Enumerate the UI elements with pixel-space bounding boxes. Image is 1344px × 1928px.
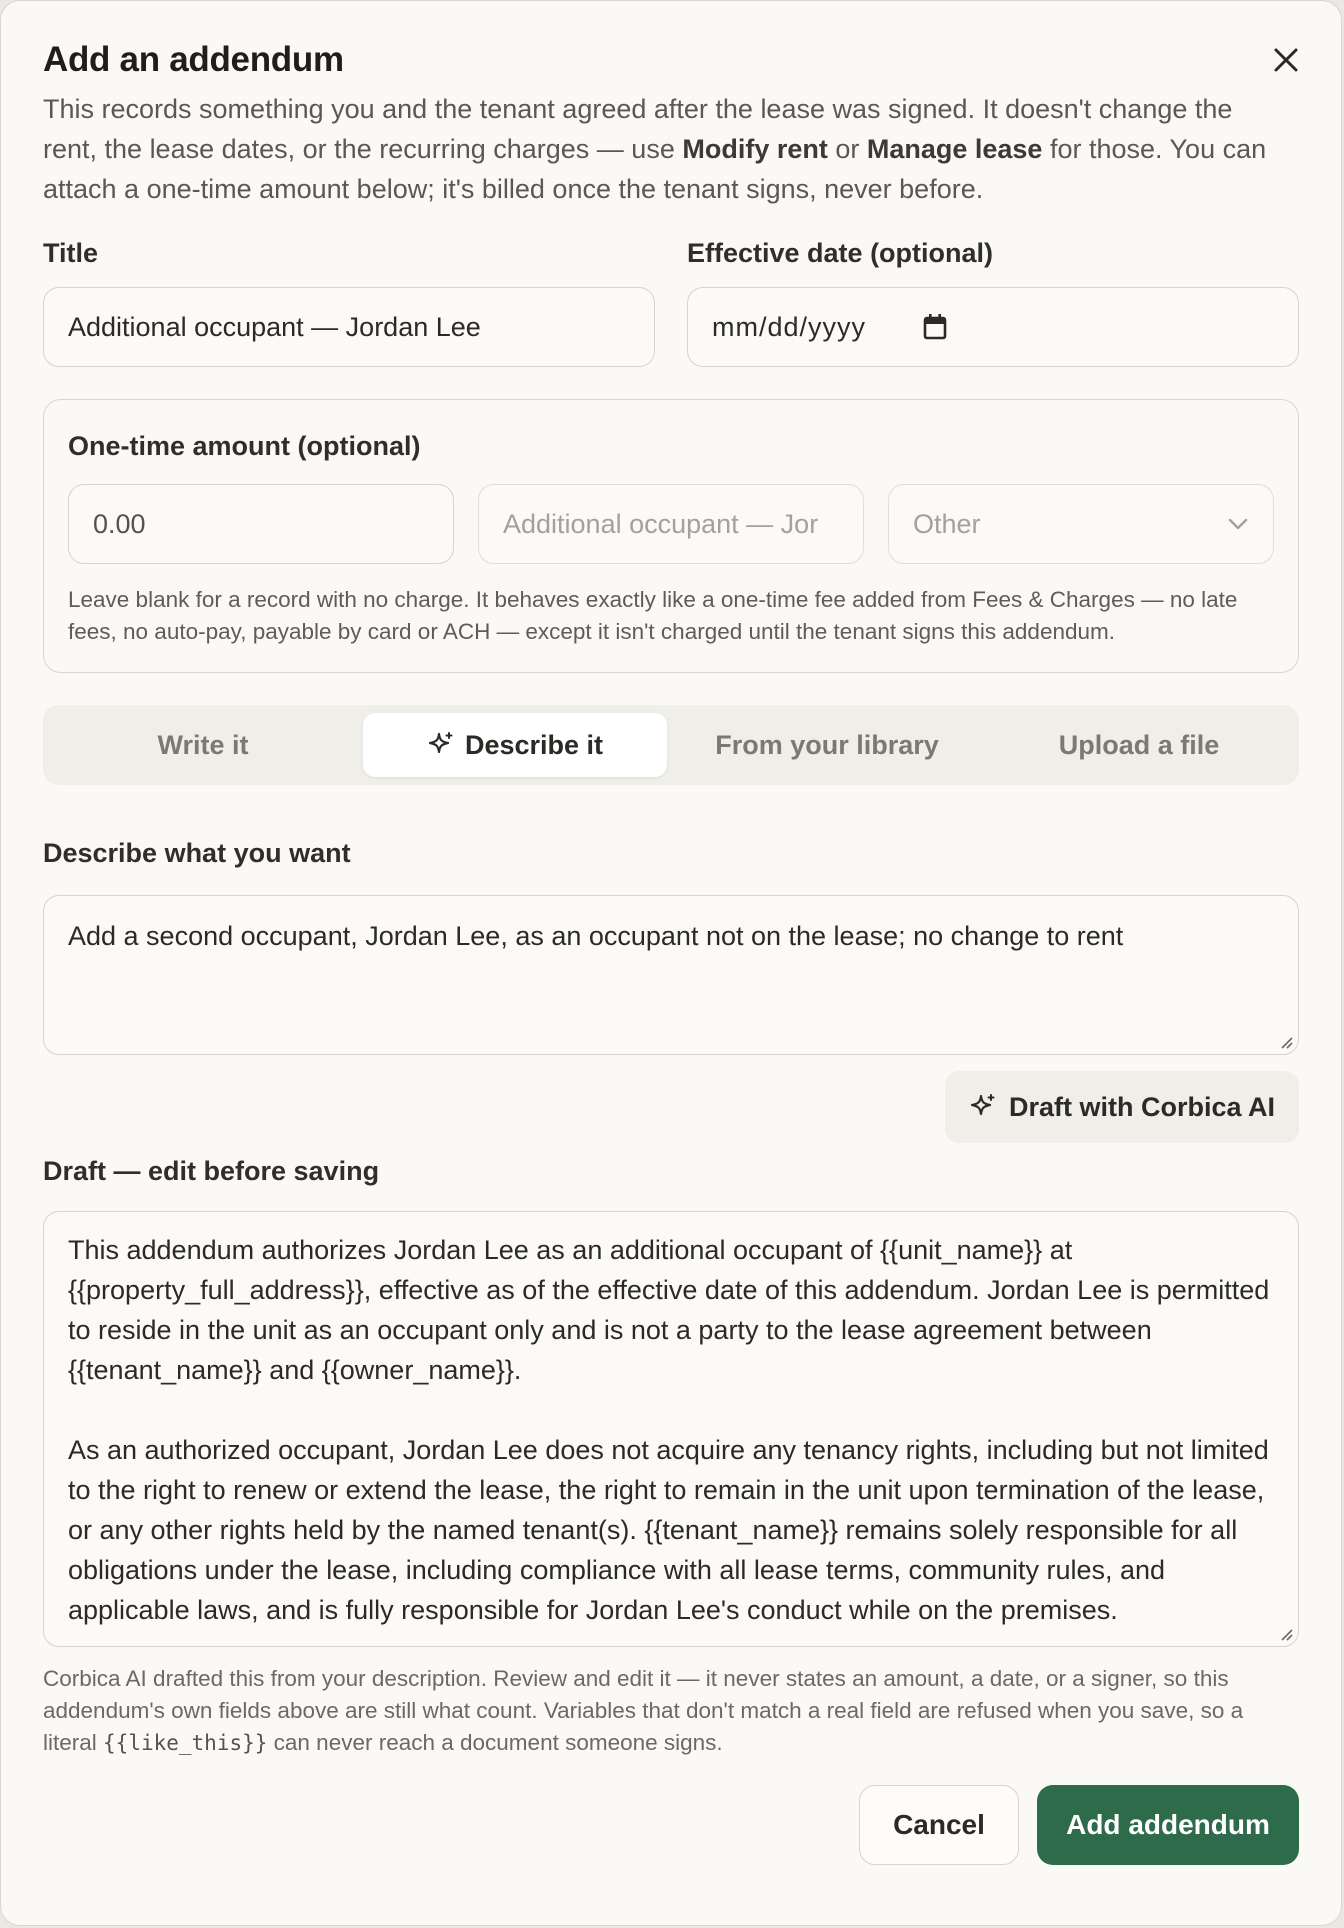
title-input-value: Additional occupant — Jordan Lee bbox=[68, 311, 481, 342]
describe-textarea[interactable] bbox=[43, 895, 1299, 1055]
disclaimer-text-1: Corbica AI drafted this from your description. Review and edit it — it never states an amount, a date, or a signer, so this addendum's own fields above are still what count. Variables that don't match a real field are refused when you save, so a literal bbox=[43, 1666, 1244, 1755]
category-value: Other bbox=[913, 508, 981, 539]
date-placeholder: mm/dd/yyyy bbox=[712, 311, 867, 342]
disclaimer-text-2: can never reach a document someone signs. bbox=[267, 1730, 723, 1755]
amount-help-text: Leave blank for a record with no charge. It behaves exactly like a one-time fee added from Fees & Charges — no late fees, no auto-pay, payable by card or ACH — except it isn't charged until the tenant signs this addendum. bbox=[68, 587, 1238, 644]
title-input[interactable] bbox=[43, 287, 655, 367]
chevron-down-icon bbox=[1227, 517, 1249, 531]
tab-label: Write it bbox=[157, 729, 249, 760]
draft-paragraph: This addendum authorizes Jordan Lee as an additional occupant of {{unit_name}} at {{property_full_address}}, effective as of the effective date of this addendum. Jordan Lee is permitted to reside in the unit as an occupant only and is not a party to the lease agreement between {{tenant_name}} and {{owner_name}}. bbox=[68, 1235, 1270, 1385]
dialog-header bbox=[43, 37, 1299, 83]
close-icon bbox=[1273, 47, 1299, 73]
amount-placeholder: 0.00 bbox=[93, 508, 146, 539]
tab-from-library[interactable] bbox=[675, 713, 979, 777]
tab-label: Upload a file bbox=[1058, 729, 1220, 760]
modify-rent-ref: Modify rent bbox=[682, 134, 828, 164]
effective-date-label: Effective date (optional) bbox=[687, 238, 994, 268]
add-addendum-button[interactable]: Add addendum bbox=[1037, 1785, 1299, 1865]
tab-describe-it[interactable] bbox=[363, 713, 667, 777]
variable-example: {{like_this}} bbox=[103, 1731, 268, 1755]
tab-upload-file[interactable] bbox=[987, 713, 1291, 777]
one-time-amount-panel bbox=[43, 399, 1299, 673]
title-field-group bbox=[43, 235, 655, 367]
dialog-actions bbox=[43, 1785, 1299, 1865]
describe-label: Describe what you want bbox=[43, 838, 351, 868]
tab-write-it[interactable] bbox=[51, 713, 355, 777]
ai-action-row bbox=[43, 1071, 1299, 1143]
effective-date-input[interactable] bbox=[687, 287, 1299, 367]
sparkle-icon bbox=[427, 731, 455, 759]
draft-label: Draft — edit before saving bbox=[43, 1156, 380, 1186]
tab-label: Describe it bbox=[464, 729, 604, 760]
resize-handle-icon[interactable] bbox=[1276, 1032, 1294, 1050]
draft-textarea[interactable] bbox=[43, 1211, 1299, 1647]
charge-description-input[interactable] bbox=[478, 484, 864, 564]
title-label: Title bbox=[43, 238, 99, 268]
source-tabs bbox=[43, 705, 1299, 785]
intro-text-1: This records something you and the tenant agreed after the lease was signed. It doesn't change the rent, the lease dates, or the recurring charges — use bbox=[43, 94, 1233, 164]
intro-text-2: for those. You can attach a one-time amount below; it's billed once the tenant signs, never before. bbox=[43, 134, 1267, 204]
title-date-row bbox=[43, 235, 1299, 367]
cancel-button[interactable]: Cancel bbox=[859, 1785, 1019, 1865]
date-field-group bbox=[687, 235, 1299, 367]
manage-lease-ref: Manage lease bbox=[866, 134, 1043, 164]
dialog-title: Add an addendum bbox=[43, 40, 344, 79]
amount-fields-row bbox=[68, 484, 1274, 564]
describe-value: Add a second occupant, Jordan Lee, as an occupant not on the lease; no change to rent bbox=[68, 921, 1124, 951]
charge-description-placeholder: Additional occupant — Jor bbox=[503, 508, 819, 539]
draft-paragraph: As an authorized occupant, Jordan Lee does not acquire any tenancy rights, including but not limited to the right to renew or extend the lease, the right to remain in the unit upon termination of the lease, or any other rights held by the named tenant(s). {{tenant_name}} remains solely responsible for all obligations under the lease, including compliance with all lease terms, community rules, and applicable laws, and is fully responsible for Jordan Lee's conduct while on the premises. bbox=[68, 1435, 1269, 1625]
ai-disclaimer bbox=[43, 1663, 1299, 1759]
resize-handle-icon[interactable] bbox=[1276, 1624, 1294, 1642]
one-time-amount-label: One-time amount (optional) bbox=[68, 431, 421, 461]
intro-or: or bbox=[827, 134, 867, 164]
calendar-icon[interactable] bbox=[922, 313, 948, 341]
tab-label: From your library bbox=[715, 729, 939, 760]
sparkle-icon bbox=[969, 1093, 997, 1121]
draft-with-ai-button[interactable] bbox=[945, 1071, 1299, 1143]
dialog-intro bbox=[43, 89, 1283, 209]
category-select[interactable] bbox=[888, 484, 1274, 564]
close-button[interactable] bbox=[1267, 41, 1305, 79]
draft-with-ai-label: Draft with Corbica AI bbox=[1008, 1091, 1275, 1122]
amount-input[interactable] bbox=[68, 484, 454, 564]
